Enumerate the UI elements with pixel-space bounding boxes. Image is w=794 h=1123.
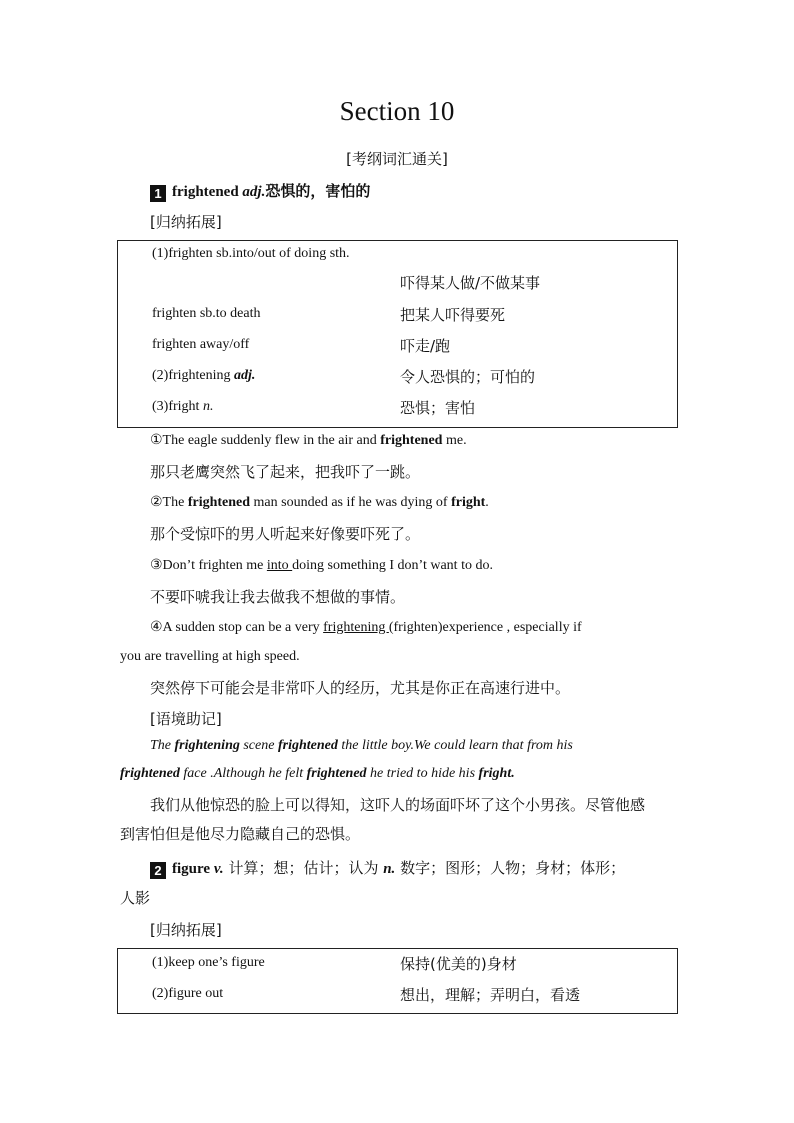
entry-meaning-cont: 人影 [120, 889, 151, 907]
expand-label: [归纳拓展] [150, 213, 222, 231]
entry-heading-figure: 2 figure v. 计算；想；估计；认为 n. 数字；图形；人物；身材；体形； [150, 857, 625, 879]
table-row-en: (3)fright n. [152, 399, 214, 414]
table-row-cn: 令人恐惧的；可怕的 [400, 368, 536, 386]
example-translation: 那个受惊吓的男人听起来好像要吓死了。 [150, 525, 421, 543]
example-translation: 突然停下可能会是非常吓人的经历，尤其是你正在高速行进中。 [150, 679, 571, 697]
entry-heading-frightened [150, 180, 370, 202]
table-row-cn: 想出，理解；弄明白，看透 [400, 986, 581, 1004]
table-row-cn: 吓得某人做/不做某事 [400, 274, 541, 292]
table-row-cn: 保持(优美的)身材 [400, 955, 517, 973]
example-translation: 不要吓唬我让我去做我不想做的事情。 [150, 588, 406, 606]
example-sentence-cont: you are travelling at high speed. [120, 649, 300, 664]
table-row-en: frighten away/off [152, 337, 250, 352]
example-sentence: ③Don’t frighten me into doing something I don’t want to do. [150, 558, 493, 573]
page-title: Section 10 [339, 96, 455, 126]
entry-meaning: 恐惧的，害怕的 [265, 182, 371, 200]
table-row-en: (2)frightening adj. [152, 368, 256, 383]
example-sentence: ①The eagle suddenly flew in the air and frightened me. [150, 433, 467, 448]
entry-number-badge: 1 [150, 185, 166, 202]
example-sentence: ②The frightened man sounded as if he was dying of fright. [150, 495, 489, 510]
entry-pos: adj. [242, 184, 266, 200]
entry-number-badge: 2 [150, 862, 166, 879]
context-label: [语境助记] [150, 710, 222, 728]
table-row-en: (1)frighten sb.into/out of doing sth. [152, 246, 350, 261]
context-translation: 我们从他惊恐的脸上可以得知，这吓人的场面吓坏了这个小男孩。尽管他感 [150, 796, 646, 814]
section-subtitle: [考纲词汇通关] [346, 150, 448, 168]
table-row-en: (1)keep one’s figure [152, 955, 265, 970]
table-row-en: frighten sb.to death [152, 306, 261, 321]
example-sentence: ④A sudden stop can be a very frightening (frighten)experience , especially if [150, 620, 582, 635]
table-row-cn: 吓走/跑 [400, 337, 451, 355]
context-sentence: The frightening scene frightened the little boy.We could learn that from his [150, 738, 573, 753]
table-row-cn: 把某人吓得要死 [400, 306, 506, 324]
expand-label: [归纳拓展] [150, 921, 222, 939]
context-sentence-cont: frightened face .Although he felt frightened he tried to hide his fright. [120, 766, 515, 781]
context-translation-cont: 到害怕但是他尽力隐藏自己的恐惧。 [120, 825, 361, 843]
table-row-en: (2)figure out [152, 986, 224, 1001]
table-row-cn: 恐惧；害怕 [400, 399, 476, 417]
example-translation: 那只老鹰突然飞了起来，把我吓了一跳。 [150, 463, 421, 481]
entry-word: frightened [172, 184, 239, 200]
